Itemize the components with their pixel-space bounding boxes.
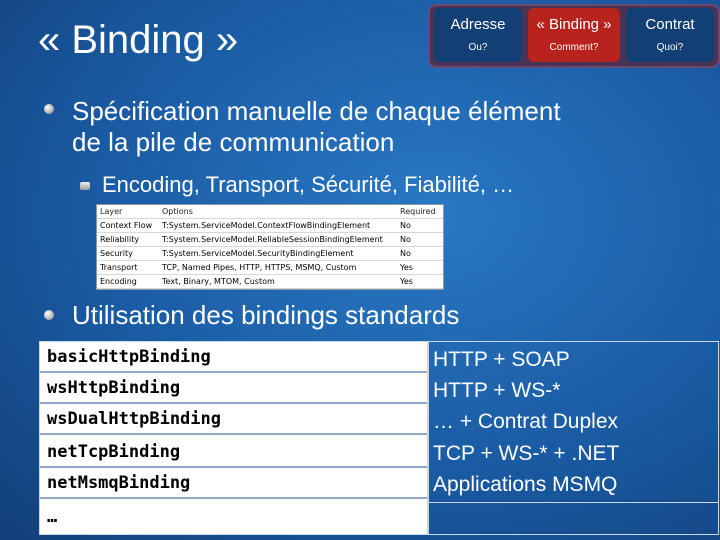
screenshot-cell: TCP, Named Pipes, HTTP, HTTPS, MSMQ, Custom bbox=[159, 261, 397, 275]
binding-description: TCP + WS-* + .NET bbox=[433, 442, 620, 465]
slide-title: « Binding » bbox=[38, 18, 239, 62]
bullet-line: Spécification manuelle de chaque élément bbox=[72, 96, 561, 126]
abc-header-box bbox=[428, 4, 720, 68]
screenshot-row bbox=[97, 275, 443, 289]
screenshot-cell: Transport bbox=[97, 261, 159, 275]
binding-descriptions-column bbox=[429, 342, 718, 534]
screenshot-row bbox=[97, 219, 443, 233]
screenshot-cell: Yes bbox=[397, 275, 443, 289]
screenshot-cell: Encoding bbox=[97, 275, 159, 289]
screenshot-cell: Context Flow bbox=[97, 219, 159, 233]
abc-label-binding: « Binding » bbox=[536, 16, 612, 33]
bullet-icon bbox=[44, 104, 54, 114]
screenshot-row bbox=[97, 233, 443, 247]
screenshot-header-cell: Required bbox=[397, 205, 443, 219]
screenshot-cell: No bbox=[397, 233, 443, 247]
screenshot-cell: T:System.ServiceModel.SecurityBindingElement bbox=[159, 247, 397, 261]
bullet-line: de la pile de communication bbox=[72, 127, 395, 157]
binding-description: Applications MSMQ bbox=[433, 473, 618, 496]
abc-cell-contrat bbox=[626, 8, 714, 62]
screenshot-cell: Yes bbox=[397, 261, 443, 275]
binding-names-column bbox=[40, 342, 429, 534]
binding-name: netTcpBinding bbox=[40, 437, 427, 468]
abc-sub-adresse: Ou? bbox=[468, 42, 488, 53]
screenshot-cell: T:System.ServiceModel.ContextFlowBindingElement bbox=[159, 219, 397, 233]
bullet-icon bbox=[44, 310, 54, 320]
binding-layers-screenshot bbox=[96, 204, 444, 290]
binding-description: HTTP + WS-* bbox=[433, 379, 561, 402]
binding-name: netMsmqBinding bbox=[40, 468, 427, 499]
abc-label-adresse: Adresse bbox=[450, 16, 506, 33]
binding-name: basicHttpBinding bbox=[40, 342, 427, 373]
screenshot-row bbox=[97, 247, 443, 261]
screenshot-cell: Security bbox=[97, 247, 159, 261]
binding-description: … + Contrat Duplex bbox=[433, 410, 619, 433]
screenshot-header-cell: Options bbox=[159, 205, 397, 219]
abc-sub-contrat: Quoi? bbox=[656, 42, 684, 53]
abc-cell-binding bbox=[528, 8, 620, 62]
standard-bindings-table bbox=[39, 341, 719, 535]
screenshot-row bbox=[97, 261, 443, 275]
abc-cell-adresse bbox=[434, 8, 522, 62]
binding-description: HTTP + SOAP bbox=[433, 348, 570, 371]
abc-label-contrat: Contrat bbox=[645, 16, 695, 33]
binding-name: wsDualHttpBinding bbox=[40, 404, 427, 435]
sub-bullet-text-layers: Encoding, Transport, Sécurité, Fiabilité, … bbox=[102, 172, 515, 197]
screenshot-cell: T:System.ServiceModel.ReliableSessionBindingElement bbox=[159, 233, 397, 247]
sub-bullet-icon bbox=[80, 182, 90, 190]
screenshot-header-cell: Layer bbox=[97, 205, 159, 219]
abc-sub-binding: Comment? bbox=[549, 42, 599, 53]
screenshot-cell: No bbox=[397, 247, 443, 261]
bullet-text-standard-bindings: Utilisation des bindings standards bbox=[72, 300, 460, 330]
screenshot-header-row bbox=[97, 205, 443, 219]
bullet-text-specification bbox=[72, 96, 561, 158]
binding-name: wsHttpBinding bbox=[40, 373, 427, 404]
screenshot-cell: Text, Binary, MTOM, Custom bbox=[159, 275, 397, 289]
binding-description-empty bbox=[429, 502, 718, 535]
screenshot-cell: Reliability bbox=[97, 233, 159, 247]
binding-name: … bbox=[47, 507, 58, 527]
screenshot-cell: No bbox=[397, 219, 443, 233]
